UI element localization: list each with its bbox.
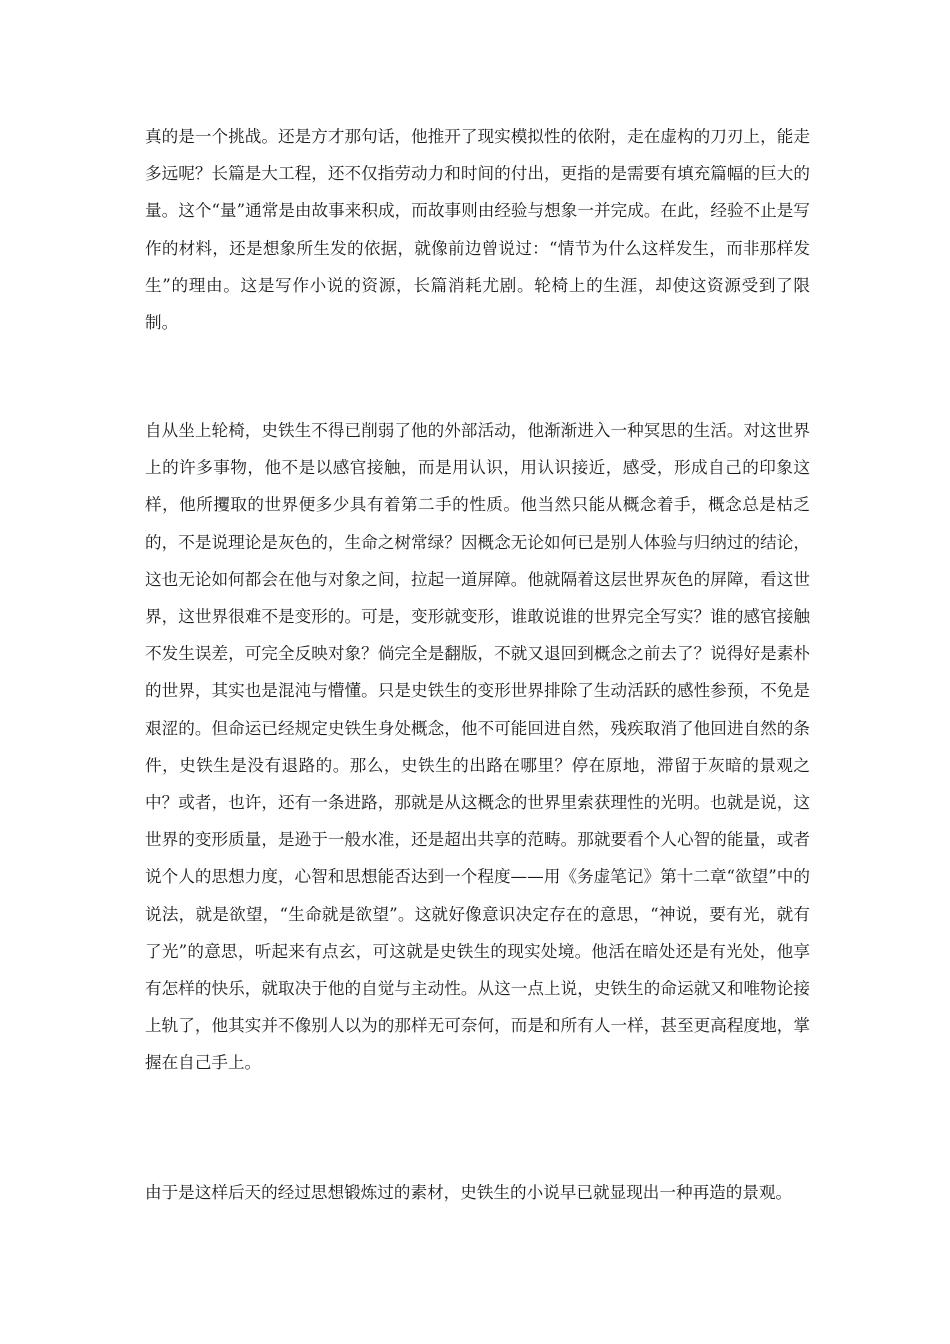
paragraph-2: 自从坐上轮椅，史铁生不得已削弱了他的外部活动，他渐渐进入一种冥思的生活。对这世界上的许多事物，他不是以感官接触，而是用认识，用认识接近，感受，形成自己的印象这样，他所攫取的世界便多少具有着第二手的性质。他当然只能从概念着手，概念总是枯乏的，不是说理论是灰色的，生命之树常绿？因概念无论如何已是别人体验与归纳过的结论，这也无论如何都会在他与对象之间，拉起一道屏障。他就隔着这层世界灰色的屏障，看这世界，这世界很难不是变形的。可是，变形就变形，谁敢说谁的世界完全写实？谁的感官接触不发生误差，可完全反映对象？倘完全是翻版，不就又退回到概念之前去了？说得好是素朴的世界，其实也是混沌与懵懂。只是史铁生的变形世界排除了生动活跃的感性参预，不免是艰涩的。但命运已经规定史铁生身处概念，他不可能回进自然，残疾取消了他回进自然的条件，史铁生是没有退路的。那么，史铁生的出路在哪里？停在原地，滞留于灰暗的景观之中？或者，也许，还有一条进路，那就是从这概念的世界里索获理性的光明。也就是说，这世界的变形质量，是逊于一般水准，还是超出共享的范畴。那就要看个人心智的能量，或者说个人的思想力度，心智和思想能否达到一个程度——用《务虚笔记》第十二章“欲望”中的说法，就是欲望，“生命就是欲望”。这就好像意识决定存在的意思，“神说，要有光，就有了光”的意思，听起来有点玄，可这就是史铁生的现实处境。他活在暗处还是有光处，他享有怎样的快乐，就取决于他的自觉与主动性。从这一点上说，史铁生的命运就又和唯物论接上轨了，他其实并不像别人以为的那样无可奈何，而是和所有人一样，甚至更高程度地，掌握在自己手上。 bbox=[145, 421, 810, 1073]
paragraph-1: 真的是一个挑战。还是方才那句话，他推开了现实模拟性的依附，走在虚构的刀刃上，能走多远呢？长篇是大工程，还不仅指劳动力和时间的付出，更指的是需要有填充篇幅的巨大的量。这个“量”通常是由故事来积成，而故事则由经验与想象一并完成。在此，经验不止是写作的材料，还是想象所生发的依据，就像前边曾说过：“情节为什么这样发生，而非那样发生”的理由。这是写作小说的资源，长篇消耗尤剧。轮椅上的生涯，却使这资源受到了限制。 bbox=[145, 127, 810, 333]
paragraph-3: 由于是这样后天的经过思想锻炼过的素材，史铁生的小说早已就显现出一种再造的景观。 bbox=[145, 1183, 793, 1202]
